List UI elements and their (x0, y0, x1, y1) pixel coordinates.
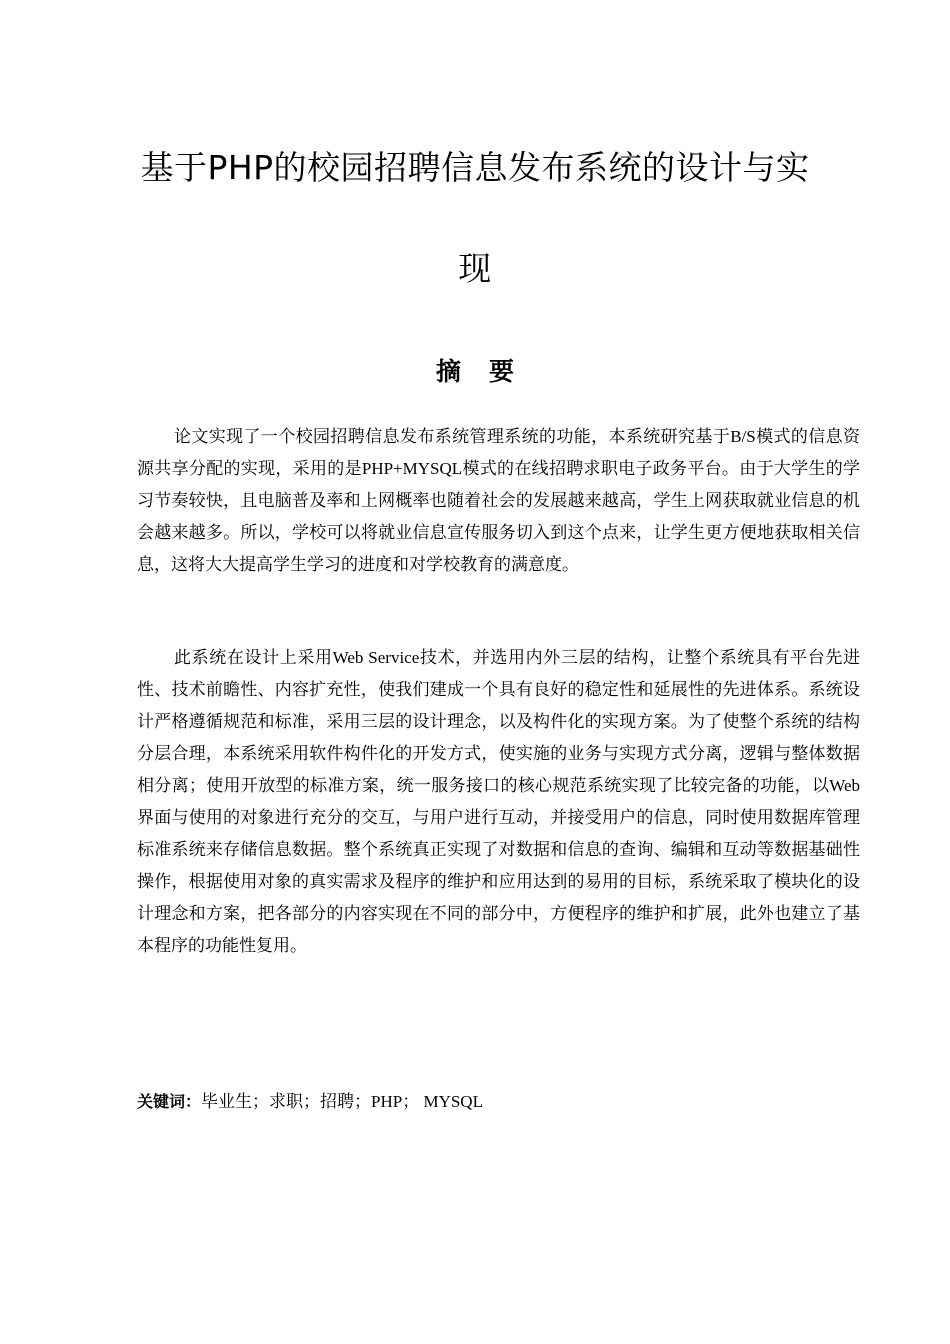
document-title-line-2: 现 (458, 249, 492, 288)
abstract-paragraph-1: 论文实现了一个校园招聘信息发布系统管理系统的功能，本系统研究基于B/S模式的信息资源共享分配的实现，采用的是PHP+MYSQL模式的在线招聘求职电子政务平台。由于大学生的学习节奏较快，且电脑普及率和上网概率也随着社会的发展越来越高，学生上网获取就业信息的机会越来越多。所以，学校可以将就业信息宣传服务切入到这个点来，让学生更方便地获取相关信息，这将大大提高学生学习的进度和对学校教育的满意度。 (137, 427, 860, 574)
abstract-paragraph-2: 此系统在设计上采用Web Service技术，并选用内外三层的结构，让整个系统具有平台先进性、技术前瞻性、内容扩充性，使我们建成一个具有良好的稳定性和延展性的先进体系。系统设计严格遵循规范和标准，采用三层的设计理念，以及构件化的实现方案。为了使整个系统的结构分层合理，本系统采用软件构件化的开发方式，使实施的业务与实现方式分离，逻辑与整体数据相分离；使用开放型的标准方案，统一服务接口的核心规范系统实现了比较完备的功能，以Web界面与使用的对象进行充分的交互，与用户进行互动，并接受用户的信息，同时使用数据库管理标准系统来存储信息数据。整个系统真正实现了对数据和信息的查询、编辑和互动等数据基础性操作，根据使用对象的真实需求及程序的维护和应用达到的易用的目标，系统采取了模块化的设计理念和方案，把各部分的内容实现在不同的部分中，方便程序的维护和扩展，此外也建立了基本程序的功能性复用。 (137, 648, 860, 955)
keywords-line (137, 1086, 860, 1118)
abstract-heading: 摘要 (435, 357, 542, 386)
keywords-value: 毕业生；求职；招聘；PHP； MYSQL (201, 1092, 483, 1111)
keywords-label: 关键词： (137, 1092, 202, 1111)
document-title-line-1: 基于PHP的校园招聘信息发布系统的设计与实 (140, 148, 810, 187)
